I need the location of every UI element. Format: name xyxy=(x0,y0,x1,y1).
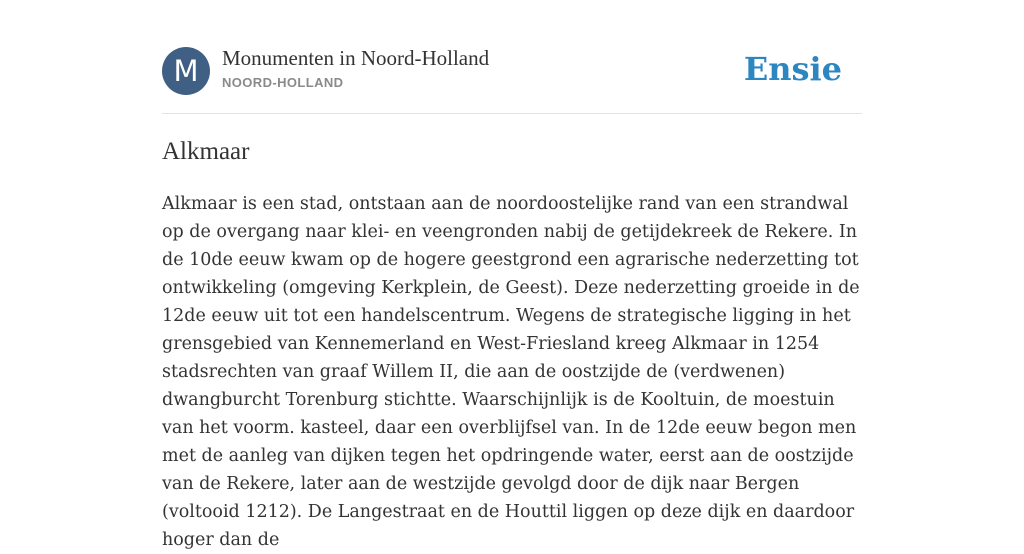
collection-title[interactable]: Monumenten in Noord-Holland xyxy=(222,46,490,70)
header-divider xyxy=(162,113,862,114)
avatar[interactable]: M xyxy=(162,47,210,95)
collection-subtitle: NOORD-HOLLAND xyxy=(222,75,344,90)
brand-logo[interactable]: Ensie xyxy=(743,50,842,88)
header xyxy=(162,46,862,96)
article-title: Alkmaar xyxy=(162,138,250,165)
article-body: Alkmaar is een stad, ontstaan aan de noordoostelijke rand van een strandwal op de overgang naar klei- en veengronden nabij de getijdekreek de Rekere. In de 10de eeuw kwam op de hogere geestgrond een agrarische nederzetting tot ontwikkeling (omgeving Kerkplein, de Geest). Deze nederzetting groeide in de 12de eeuw uit tot een handelscentrum. Wegens de strategische ligging in het grensgebied van Kennemerland en West-Friesland kreeg Alkmaar in 1254 stadsrechten van graaf Willem II, die aan de oostzijde de (verdwenen) dwangburcht Torenburg stichtte. Waarschijnlijk is de Kooltuin, de moestuin van het voorm. kasteel, daar een overblijfsel van. In de 12de eeuw begon men met de aanleg van dijken tegen het opdringende water, eerst aan de oostzijde van de Rekere, later aan de westzijde gevolgd door de dijk naar Bergen (voltooid 1212). De Langestraat en de Houttil liggen op deze dijk en daardoor hoger dan de xyxy=(162,194,860,550)
